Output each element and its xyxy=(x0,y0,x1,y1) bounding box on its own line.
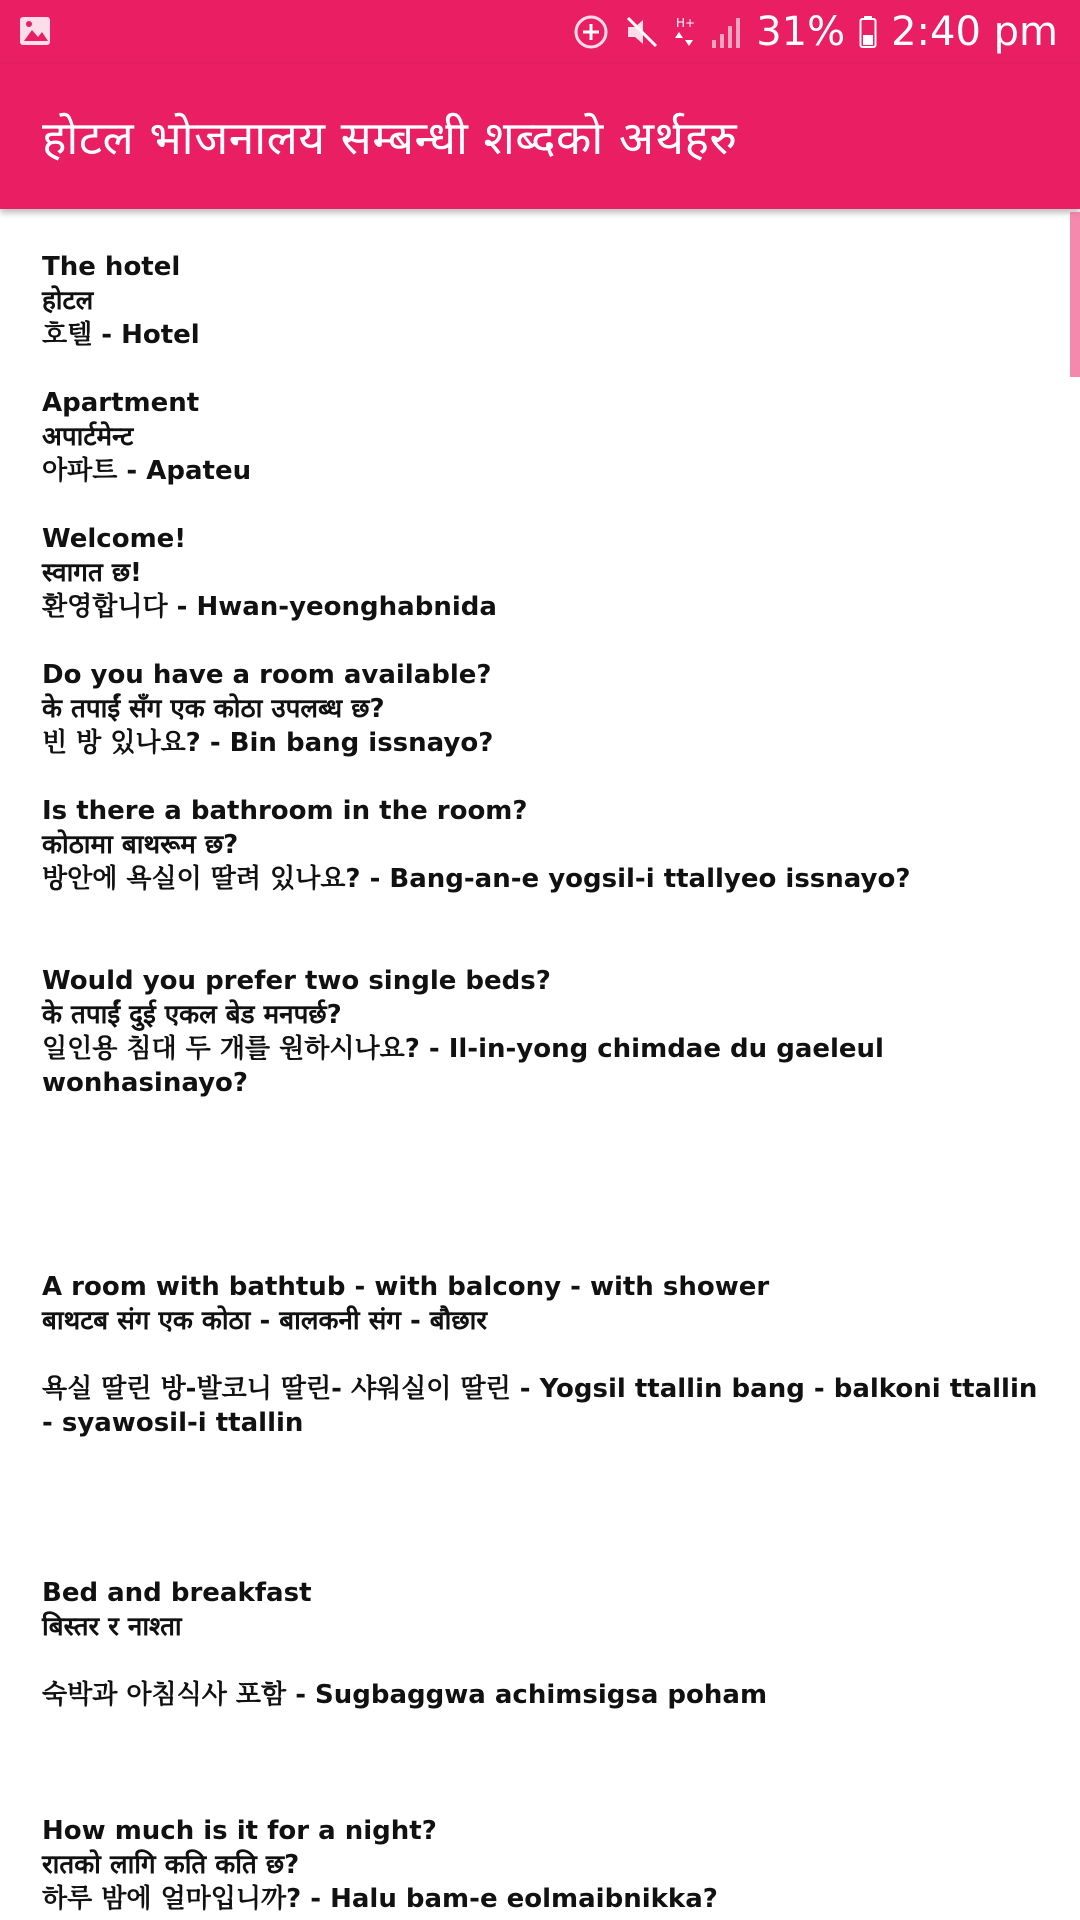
svg-text:H+: H+ xyxy=(676,16,696,30)
page-title: होटल भोजनालय सम्बन्धी शब्दको अर्थहरु xyxy=(42,110,738,165)
status-icons xyxy=(572,0,1058,64)
nepali-text: बिस्तर र नाश्ता xyxy=(42,1612,182,1642)
phrase-entry xyxy=(42,1814,1052,1916)
phrase-entry xyxy=(42,386,1052,488)
english-text: The hotel xyxy=(42,252,181,282)
english-text: Is there a bathroom in the room? xyxy=(42,796,528,826)
battery-percent: 31% xyxy=(756,9,846,55)
korean-text: 호텔 - Hotel xyxy=(42,320,200,350)
scrollbar[interactable] xyxy=(1070,212,1080,377)
volume-mute-icon xyxy=(624,14,660,50)
phrase-entry xyxy=(42,658,1052,760)
english-text: Would you prefer two single beds? xyxy=(42,966,551,996)
english-text: Do you have a room available? xyxy=(42,660,492,690)
app-bar xyxy=(0,64,1080,209)
english-text: Bed and breakfast xyxy=(42,1578,312,1608)
phrase-entry xyxy=(42,522,1052,624)
nepali-text: अपार्टमेन्ट xyxy=(42,422,134,452)
clock: 2:40 pm xyxy=(891,9,1058,55)
data-transfer-icon xyxy=(674,14,696,50)
nepali-text: होटल xyxy=(42,286,94,316)
nepali-text: कोठामा बाथरूम छ? xyxy=(42,830,239,860)
phrase-entry xyxy=(42,964,1052,1100)
phrase-entry xyxy=(42,1270,1052,1440)
phrase-entry xyxy=(42,794,1052,896)
battery-icon xyxy=(859,15,877,49)
nepali-text: के तपाईं दुई एकल बेड मनपर्छ? xyxy=(42,1000,342,1030)
korean-text: 환영합니다 - Hwan-yeonghabnida xyxy=(42,592,497,622)
korean-text: 아파트 - Apateu xyxy=(42,456,252,486)
korean-text: 일인용 침대 두 개를 원하시나요? - Il-in-yong chimdae du gaeleul wonhasinayo? xyxy=(42,1034,884,1098)
english-text: A room with bathtub - with balcony - with shower xyxy=(42,1272,770,1302)
phrase-entry xyxy=(42,250,1052,352)
korean-text: 숙박과 아침식사 포함 - Sugbaggwa achimsigsa poham xyxy=(42,1680,768,1710)
korean-text: 욕실 딸린 방-발코니 딸린- 샤워실이 딸린 - Yogsil ttallin bang - balkoni ttallin - syawosil-i ttallin xyxy=(42,1374,1038,1438)
english-text: How much is it for a night? xyxy=(42,1816,437,1846)
phrase-list xyxy=(42,250,1052,1916)
nepali-text: के तपाईं सँग एक कोठा उपलब्ध छ? xyxy=(42,694,385,724)
nepali-text: रातको लागि कति कति छ? xyxy=(42,1850,300,1880)
english-text: Apartment xyxy=(42,388,200,418)
nepali-text: स्वागत छ! xyxy=(42,558,142,588)
nepali-text: बाथटब संग एक कोठा - बालकनी संग - बौछार xyxy=(42,1306,487,1336)
image-icon xyxy=(18,14,52,48)
korean-text: 하루 밤에 얼마입니까? - Halu bam-e eolmaibnikka? xyxy=(42,1884,718,1914)
signal-icon xyxy=(710,14,742,50)
english-text: Welcome! xyxy=(42,524,187,554)
sync-icon xyxy=(572,13,610,51)
status-bar xyxy=(0,0,1080,64)
korean-text: 빈 방 있나요? - Bin bang issnayo? xyxy=(42,728,494,758)
korean-text: 방안에 욕실이 딸려 있나요? - Bang-an-e yogsil-i ttallyeo issnayo? xyxy=(42,864,911,894)
phrase-entry xyxy=(42,1576,1052,1712)
